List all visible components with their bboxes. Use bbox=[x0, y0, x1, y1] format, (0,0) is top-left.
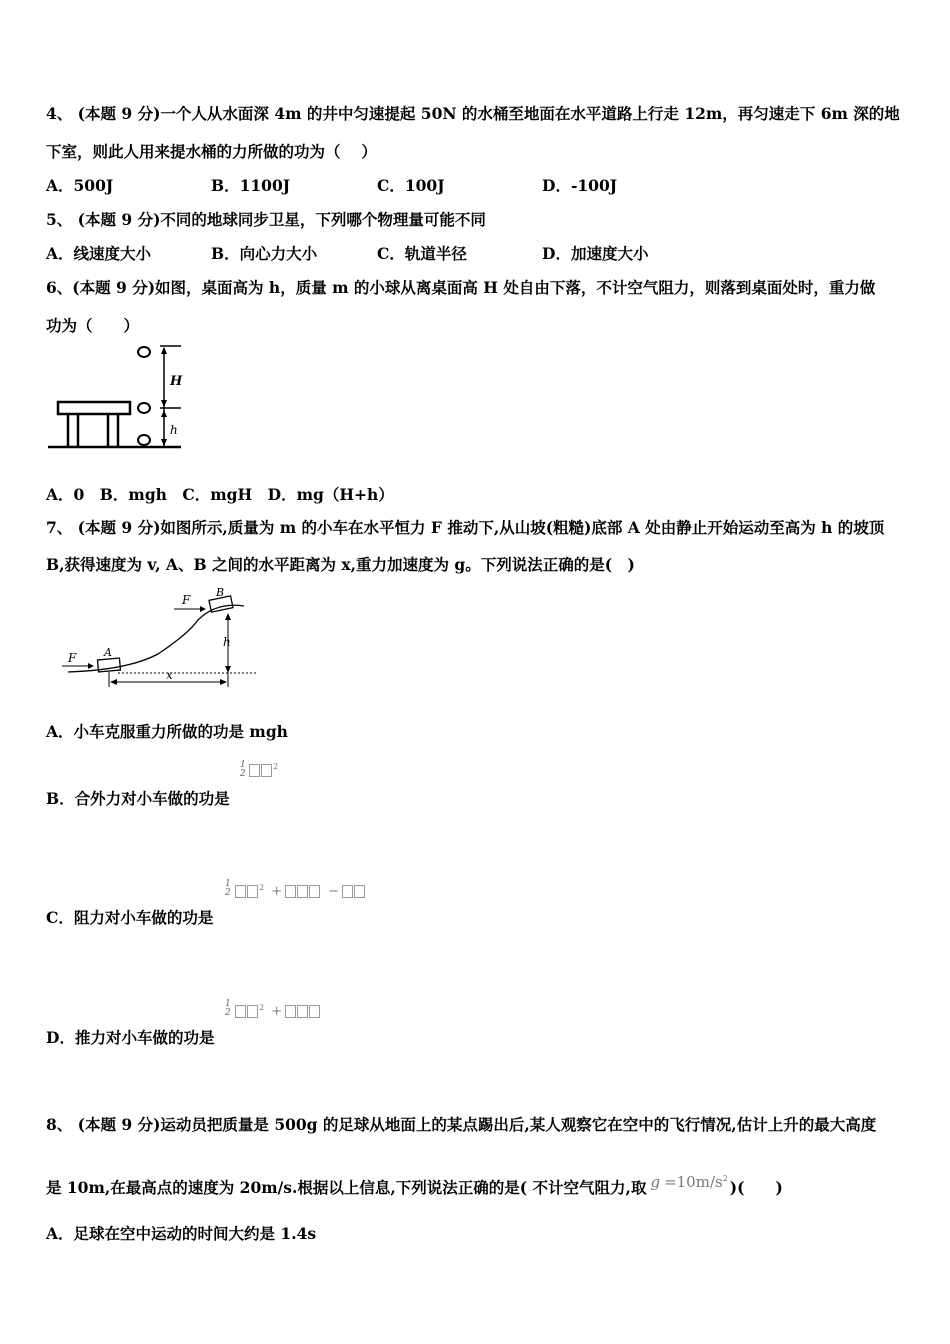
q5-option-d: D．加速度大小 bbox=[542, 244, 649, 263]
q7-option-b: B．合外力对小车做的功是 bbox=[46, 789, 230, 808]
table-top bbox=[58, 402, 130, 414]
label-x: x bbox=[166, 668, 173, 682]
q7-line1: 7、 (本题 9 分)如图所示,质量为 m 的小车在水平恒力 F 推动下,从山坡(粗糙)底部 A 处由静止开始运动至高为 h 的坡顶 bbox=[46, 518, 885, 537]
q5-option-c: C．轨道半径 bbox=[377, 244, 467, 263]
label-b: B bbox=[216, 586, 225, 599]
q7-line2: B,获得速度为 v, A、B 之间的水平距离为 x,重力加速度为 g。下列说法正确的是( ) bbox=[46, 555, 635, 574]
q4-line1: 4、 (本题 9 分)一个人从水面深 4m 的井中匀速提起 50N 的水桶至地面在水平道路上行走 12m，再匀速走下 6m 深的地 bbox=[46, 104, 900, 123]
q4-line2: 下室，则此人用来提水桶的力所做的功为（ ） bbox=[46, 142, 377, 161]
ball-middle bbox=[138, 403, 150, 413]
q5-option-b: B．向心力大小 bbox=[211, 244, 318, 263]
q7-c-formula: $^2$ + − bbox=[235, 883, 366, 899]
q8-formula-g: $g =10m/s^2$ bbox=[650, 1173, 728, 1191]
label-H: H bbox=[170, 374, 183, 389]
label-f-bottom: F bbox=[68, 651, 77, 665]
q7-c-frac: 1 2 bbox=[225, 879, 231, 898]
label-f-top: F bbox=[182, 593, 191, 607]
q7-option-d: D．推力对小车做的功是 bbox=[46, 1028, 215, 1047]
q4-option-c: C．100J bbox=[377, 176, 445, 195]
ball-bottom bbox=[138, 435, 150, 445]
q7-slope-figure bbox=[58, 584, 268, 694]
ball-top bbox=[138, 347, 150, 357]
q5-option-a: A．线速度大小 bbox=[46, 244, 152, 263]
hill-curve bbox=[68, 605, 244, 672]
q6-table-figure bbox=[46, 342, 186, 454]
q8-option-a: A．足球在空中运动的时间大约是 1.4s bbox=[46, 1224, 317, 1243]
q7-d-formula: $^2$ + bbox=[235, 1003, 321, 1019]
q6-line1: 6、(本题 9 分)如图，桌面高为 h，质量 m 的小球从离桌面高 H 处自由下落，不计空气阻力，则落到桌面处时，重力做 bbox=[46, 278, 876, 297]
q4-option-a: A．500J bbox=[46, 176, 114, 195]
label-h: h bbox=[223, 635, 231, 649]
q8-line2-pre: 是 10m,在最高点的速度为 20m/s.根据以上信息,下列说法正确的是( 不计空气阻力,取 bbox=[46, 1178, 647, 1197]
q6-line2: 功为（ ） bbox=[46, 316, 140, 335]
label-h: h bbox=[170, 423, 178, 437]
q8-line2 bbox=[46, 1173, 783, 1198]
q4-option-d: D．-100J bbox=[542, 176, 618, 195]
q4-option-b: B．1100J bbox=[211, 176, 291, 195]
q7-option-c: C．阻力对小车做的功是 bbox=[46, 908, 214, 927]
q7-option-a: A．小车克服重力所做的功是 mgh bbox=[46, 722, 288, 741]
q6-options: A．0 B．mgh C．mgH D．mg（H+h） bbox=[46, 485, 394, 504]
q5-line1: 5、 (本题 9 分)不同的地球同步卫星，下列哪个物理量可能不同 bbox=[46, 210, 486, 229]
q7-b-frac: 1 2 bbox=[240, 760, 246, 779]
q7-d-frac: 1 2 bbox=[225, 999, 231, 1018]
q8-line2-post: )( ) bbox=[729, 1178, 783, 1197]
q7-b-formula: 2 bbox=[249, 762, 278, 778]
label-a: A bbox=[104, 646, 112, 659]
q8-line1: 8、 (本题 9 分)运动员把质量是 500g 的足球从地面上的某点踢出后,某人观察它在空中的飞行情况,估计上升的最大高度 bbox=[46, 1115, 877, 1134]
